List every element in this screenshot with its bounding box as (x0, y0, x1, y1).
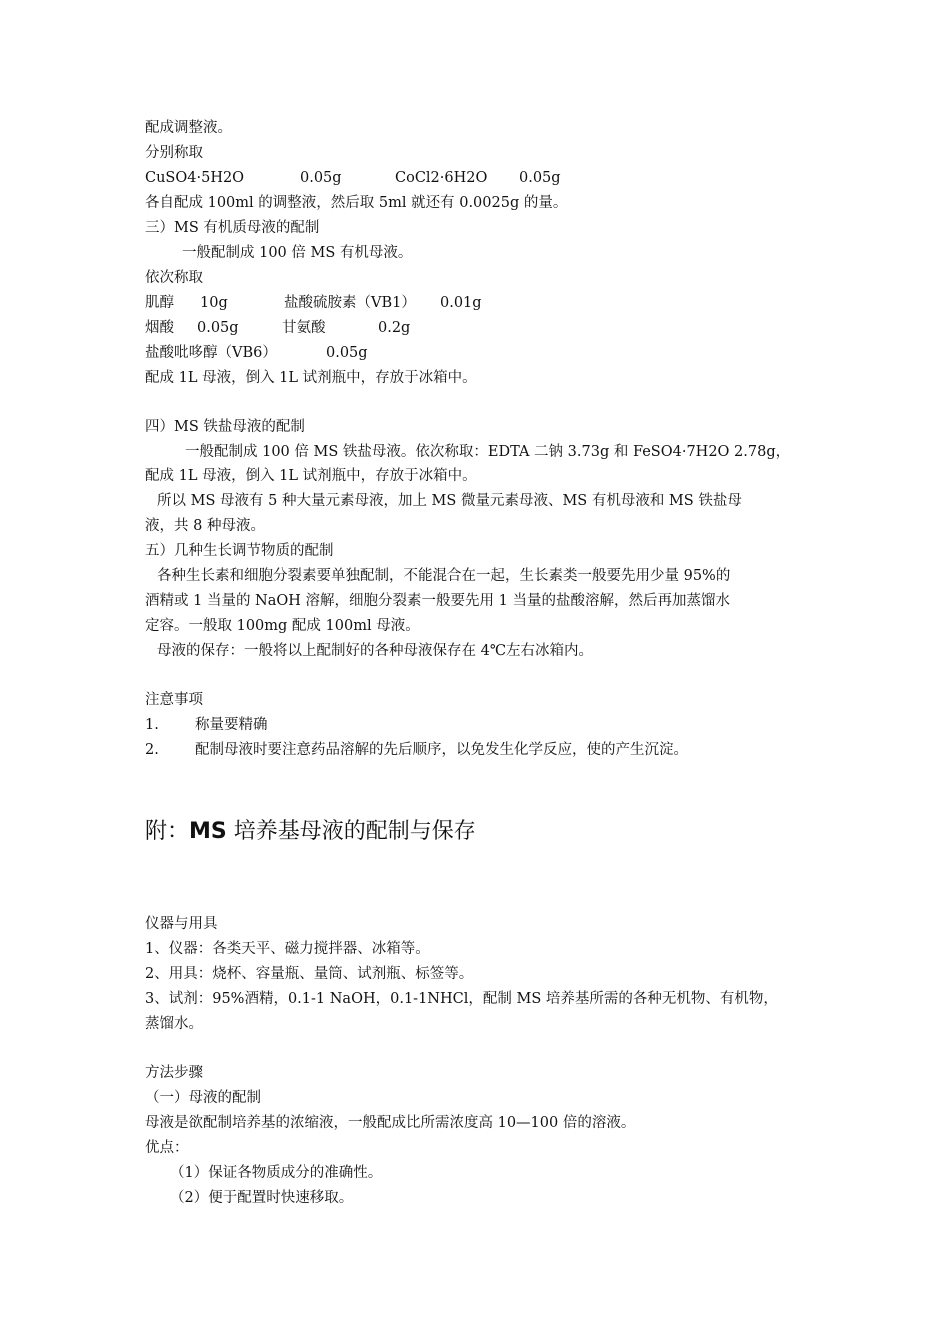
text-line: 一般配制成 100 倍 MS 铁盐母液。依次称取：EDTA 二钠 3.73g 和 FeSO4·7H2O 2.78g， (185, 444, 791, 460)
section-heading: 四）MS 铁盐母液的配制 (145, 419, 305, 435)
list-text: 配制母液时要注意药品溶解的先后顺序，以免发生化学反应，使的产生沉淀。 (195, 742, 688, 758)
text-line: 定容。一般取 100mg 配成 100ml 母液。 (145, 618, 420, 634)
section-heading: 三）MS 有机质母液的配制 (145, 220, 320, 236)
reagent-row (145, 168, 845, 188)
list-number: 1. (145, 717, 159, 733)
section-heading: 方法步骤 (145, 1065, 203, 1081)
list-number: 2. (145, 742, 159, 758)
title-prefix: 附： (145, 819, 190, 844)
text-line: 配成 1L 母液，倒入 1L 试剂瓶中，存放于冰箱中。 (145, 370, 477, 386)
list-text: 称量要精确 (195, 717, 268, 733)
reagent-amount: 0.05g (300, 170, 342, 186)
reagent-name: 盐酸吡哆醇（VB6） (145, 345, 277, 361)
reagent-name: CoCl2·6H2O (395, 170, 488, 186)
text-line: 配成 1L 母液，倒入 1L 试剂瓶中，存放于冰箱中。 (145, 468, 477, 484)
reagent-name: 烟酸 (145, 320, 174, 336)
text-line: 依次称取 (145, 270, 203, 286)
reagent-name: 肌醇 (145, 295, 174, 311)
text-line: 分别称取 (145, 145, 203, 161)
reagent-row (145, 318, 845, 338)
reagent-row (145, 293, 845, 313)
reagent-row (145, 343, 845, 363)
text-line: 蒸馏水。 (145, 1016, 203, 1032)
title-ms: MS (189, 819, 227, 844)
reagent-amount: 0.05g (326, 345, 368, 361)
text-line: 一般配制成 100 倍 MS 有机母液。 (182, 245, 413, 261)
reagent-amount: 0.2g (378, 320, 411, 336)
appendix-title (145, 816, 476, 848)
section-heading: 仪器与用具 (145, 916, 218, 932)
text-line: （1）保证各物质成分的准确性。 (170, 1165, 383, 1181)
text-line: 母液是欲配制培养基的浓缩液，一般配成比所需浓度高 10—100 倍的溶液。 (145, 1115, 636, 1131)
reagent-amount: 0.05g (519, 170, 561, 186)
text-line: 所以 MS 母液有 5 种大量元素母液，加上 MS 微量元素母液、MS 有机母液和 MS 铁盐母 (157, 493, 742, 509)
text-line: 配成调整液。 (145, 120, 232, 136)
reagent-name: CuSO4·5H2O (145, 170, 245, 186)
section-heading: 五）几种生长调节物质的配制 (145, 543, 334, 559)
sub-heading: （一）母液的配制 (145, 1090, 261, 1106)
list-item (145, 740, 845, 760)
text-line: 母液的保存：一般将以上配制好的各种母液保存在 4℃左右冰箱内。 (157, 643, 594, 659)
text-line: 2、用具：烧杯、容量瓶、量筒、试剂瓶、标签等。 (145, 966, 474, 982)
text-line: 酒精或 1 当量的 NaOH 溶解，细胞分裂素一般要先用 1 当量的盐酸溶解，然后再加蒸馏水 (145, 593, 730, 609)
reagent-name: 盐酸硫胺素（VB1） (284, 295, 416, 311)
text-line: 3、试剂：95%酒精，0.1-1 NaOH，0.1-1NHCl，配制 MS 培养基所需的各种无机物、有机物， (145, 991, 778, 1007)
text-line: 优点： (145, 1140, 189, 1156)
reagent-amount: 0.05g (197, 320, 239, 336)
title-rest: 培养基母液的配制与保存 (226, 819, 476, 844)
reagent-name: 甘氨酸 (282, 320, 326, 336)
text-line: （2）便于配置时快速移取。 (170, 1190, 354, 1206)
text-line: 各种生长素和细胞分裂素要单独配制，不能混合在一起，生长素类一般要先用少量 95%的 (157, 568, 731, 584)
section-heading: 注意事项 (145, 692, 203, 708)
reagent-amount: 10g (200, 295, 228, 311)
list-item (145, 715, 845, 735)
reagent-amount: 0.01g (440, 295, 482, 311)
text-line: 液，共 8 种母液。 (145, 518, 265, 534)
text-line: 各自配成 100ml 的调整液，然后取 5ml 就还有 0.0025g 的量。 (145, 195, 568, 211)
text-line: 1、仪器：各类天平、磁力搅拌器、冰箱等。 (145, 941, 430, 957)
